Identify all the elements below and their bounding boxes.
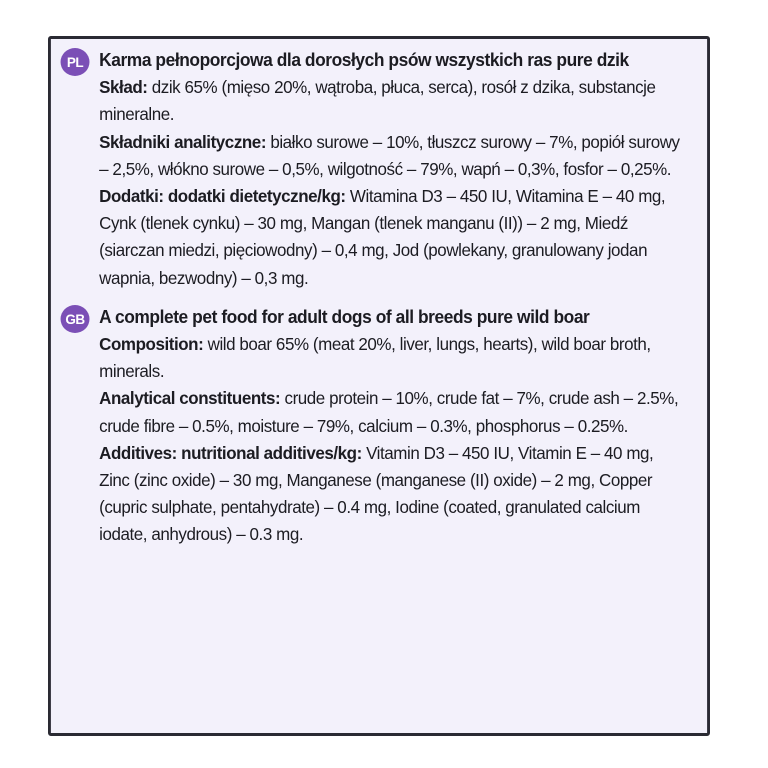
analytical-text-gb: crude protein – 10%, crude fat – 7%, crude ash – 2.5%, crude fibre – 0.5%, moisture – 79%, calcium – 0.3%, phosphorus – 0.25%. (99, 388, 679, 436)
analytical-constituents-gb (99, 385, 688, 439)
product-title-pl: Karma pełnoporcjowa dla dorosłych psów wszystkich ras pure dzik (99, 50, 629, 70)
additives-pl (99, 183, 688, 292)
section-gb (65, 304, 688, 549)
composition-pl (99, 74, 688, 128)
section-pl (66, 47, 688, 292)
additives-label-gb: Additives: nutritional additives/kg: (99, 442, 362, 463)
analytical-label-gb: Analytical constituents: (99, 388, 281, 409)
composition-label-pl: Skład: (99, 77, 148, 98)
language-badge-gb: GB (61, 305, 90, 333)
composition-text-pl: dzik 65% (mięso 20%, wątroba, płuca, serca), rosół z dzika, substancje mineralne. (99, 77, 656, 125)
additives-text-gb: Vitamin D3 – 450 IU, Vitamin E – 40 mg, Zinc (zinc oxide) – 30 mg, Manganese (manganese (II) oxide) – 2 mg, Copper (cupric sulphate, pentahydrate) – 0.4 mg, Iodine (coated, granulated calcium iodate, anhydrous) – 0.3 mg. (99, 442, 654, 545)
additives-text-pl: Witamina D3 – 450 IU, Witamina E – 40 mg, Cynk (tlenek cynku) – 30 mg, Mangan (tlenek manganu (II)) – 2 mg, Miedź (siarczan miedzi, pięciowodny) – 0,4 mg, Jod (powlekany, granulowany jodan wapnia, bezwodny) – 0,3 mg. (99, 186, 666, 288)
analytical-constituents-pl (99, 129, 688, 183)
composition-text-gb: wild boar 65% (meat 20%, liver, lungs, hearts), wild boar broth, minerals. (99, 334, 651, 382)
additives-label-pl: Dodatki: dodatki dietetyczne/kg: (99, 186, 346, 207)
composition-label-gb: Composition: (99, 334, 204, 355)
composition-gb (99, 331, 688, 385)
language-badge-pl: PL (61, 48, 90, 76)
analytical-label-pl: Składniki analityczne: (99, 131, 267, 152)
additives-gb (99, 440, 688, 549)
product-label (48, 36, 710, 736)
analytical-text-pl: białko surowe – 10%, tłuszcz surowy – 7%, popiół surowy – 2,5%, włókno surowe – 0,5%, wilgotność – 79%, wapń – 0,3%, fosfor – 0,25%. (99, 131, 680, 179)
product-title-gb: A complete pet food for adult dogs of all breeds pure wild boar (99, 306, 590, 327)
